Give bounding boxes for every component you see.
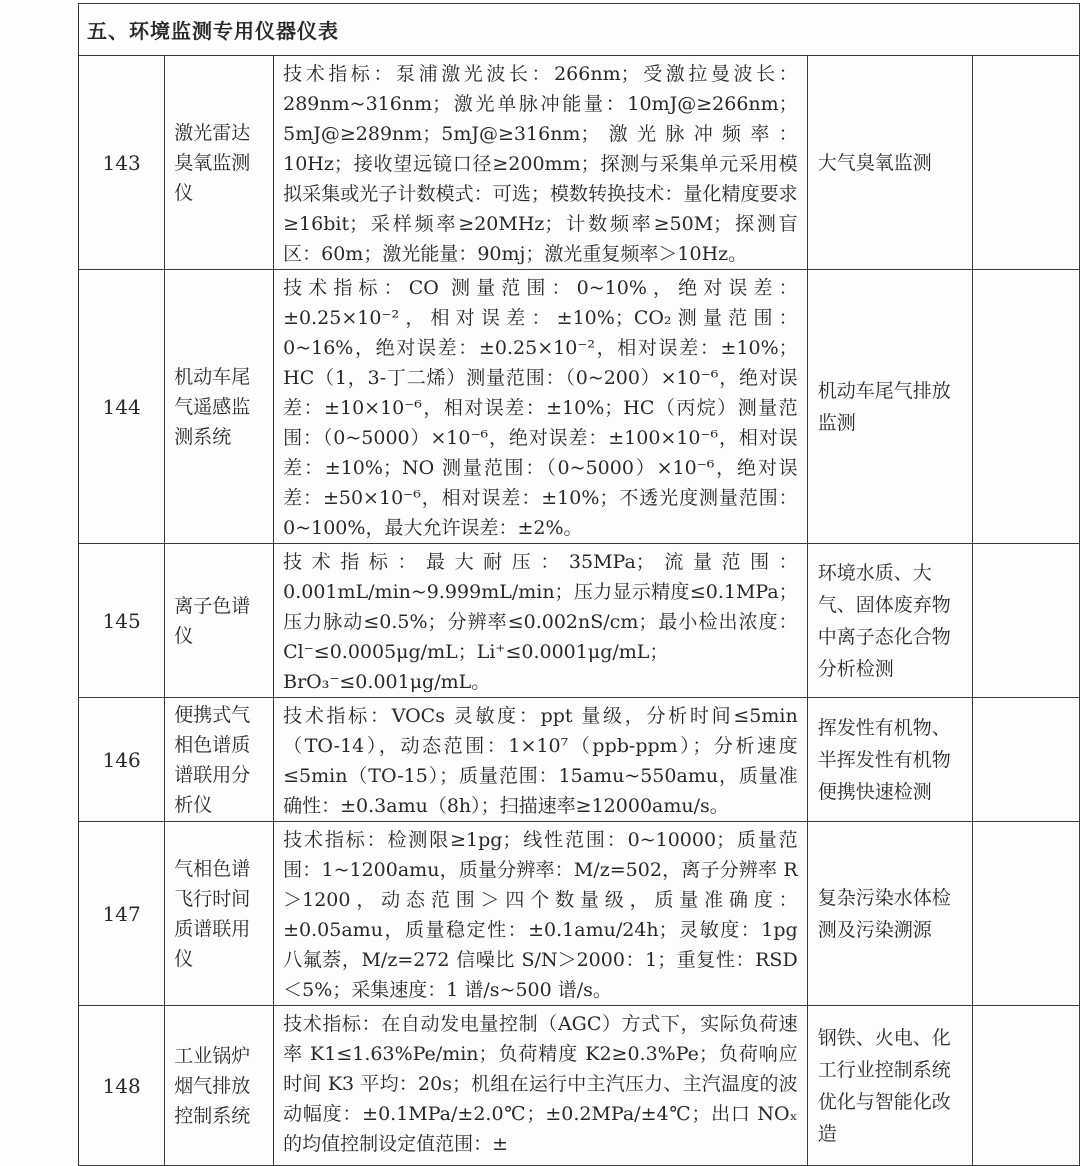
clipped-empty-cell: [973, 1006, 1080, 1166]
tech-spec-cell: 技术指标：检测限≥1pg；线性范围：0~10000；质量范围：1~1200amu，质量分辨率：M/z=502，离子分辨率 R＞1200，动态范围＞四个数量级，质量准确度：±0.05amu，质量稳定性：±0.1amu/24h；灵敏度：1pg 八氟萘，M/z=272 信噪比 S/N＞2000：1；重复性：RSD＜5%；采集速度：1 谱/s~500 谱/s。: [274, 822, 808, 1006]
instrument-table: [78, 3, 1080, 1166]
tech-spec-cell: 技术指标：在自动发电量控制（AGC）方式下，实际负荷速率 K1≤1.63%Pe/min；负荷精度 K2≥0.3%Pe；负荷响应时间 K3 平均：20s；机组在运行中主汽压力、主汽温度的波动幅度：±0.1MPa/±2.0℃；±0.2MPa/±4℃；出口 NOₓ 的均值控制设定值范围：±: [274, 1006, 808, 1166]
instrument-name-cell: 离子色谱仪: [165, 544, 274, 698]
row-number-cell: 144: [79, 270, 165, 544]
tech-spec-cell: 技术指标：泵浦激光波长：266nm；受激拉曼波长：289nm~316nm；激光单脉冲能量：10mJ@≥266nm；5mJ@≥289nm；5mJ@≥316nm；激光脉冲频率：10Hz；接收望远镜口径≥200mm；探测与采集单元采用模拟采集或光子计数模式：可选；模数转换技术：量化精度要求≥16bit；采样频率≥20MHz；计数频率≥50M；探测盲区：60m；激光能量：90mj；激光重复频率＞10Hz。: [274, 56, 808, 270]
table-row: [79, 270, 1080, 544]
clipped-empty-cell: [973, 56, 1080, 270]
table-row: [79, 56, 1080, 270]
tech-spec-cell: 技术指标：VOCs 灵敏度：ppt 量级，分析时间≤5min（TO-14），动态范围：1×10⁷（ppb-ppm）；分析速度≤5min（TO-15）；质量范围：15amu~550amu，质量准确性：±0.3amu（8h）；扫描速率≥12000amu/s。: [274, 698, 808, 822]
tech-spec-cell: 技术指标：CO 测量范围：0~10%，绝对误差：±0.25×10⁻²，相对误差：±10%；CO₂测量范围：0~16%，绝对误差：±0.25×10⁻²，相对误差：±10%；HC（1，3-丁二烯）测量范围：（0~200）×10⁻⁶，绝对误差：±10×10⁻⁶，相对误差：±10%；HC（丙烷）测量范围：（0~5000）×10⁻⁶，绝对误差：±100×10⁻⁶，相对误差：±10%；NO 测量范围：（0~5000）×10⁻⁶，绝对误差：±50×10⁻⁶，相对误差：±10%；不透光度测量范围：0~100%，最大允许误差：±2%。: [274, 270, 808, 544]
row-number-cell: 143: [79, 56, 165, 270]
instrument-name-cell: 工业锅炉烟气排放控制系统: [165, 1006, 274, 1166]
clipped-empty-cell: [973, 822, 1080, 1006]
row-number-cell: 145: [79, 544, 165, 698]
application-cell: 挥发性有机物、半挥发性有机物便携快速检测: [807, 698, 973, 822]
section-title-text: 五、环境监测专用仪器仪表: [87, 19, 339, 43]
application-cell: 大气臭氧监测: [807, 56, 973, 270]
row-number-cell: 146: [79, 698, 165, 822]
tech-spec-cell: 技术指标：最大耐压：35MPa；流量范围：0.001mL/min~9.999mL/min；压力显示精度≤0.1MPa；压力脉动≤0.5%；分辨率≤0.002nS/cm；最小检出浓度：Cl⁻≤0.0005μg/mL；Li⁺≤0.0001μg/mL；BrO₃⁻≤0.001μg/mL。: [274, 544, 808, 698]
application-cell: 复杂污染水体检测及污染溯源: [807, 822, 973, 1006]
clipped-empty-cell: [973, 270, 1080, 544]
application-cell: 钢铁、火电、化工行业控制系统优化与智能化改造: [807, 1006, 973, 1166]
table-row: [79, 1006, 1080, 1166]
section-header-row: [79, 4, 1080, 56]
row-number-cell: 148: [79, 1006, 165, 1166]
instrument-name-cell: 机动车尾气遥感监测系统: [165, 270, 274, 544]
section-title: [79, 4, 1080, 56]
instrument-name-cell: 激光雷达臭氧监测仪: [165, 56, 274, 270]
table-row: [79, 698, 1080, 822]
application-cell: 环境水质、大气、固体废弃物中离子态化合物分析检测: [807, 544, 973, 698]
instrument-name-cell: 气相色谱飞行时间质谱联用仪: [165, 822, 274, 1006]
instrument-name-cell: 便携式气相色谱质谱联用分析仪: [165, 698, 274, 822]
table-row: [79, 544, 1080, 698]
clipped-empty-cell: [973, 698, 1080, 822]
application-cell: 机动车尾气排放监测: [807, 270, 973, 544]
clipped-empty-cell: [973, 544, 1080, 698]
table-row: [79, 822, 1080, 1006]
row-number-cell: 147: [79, 822, 165, 1006]
